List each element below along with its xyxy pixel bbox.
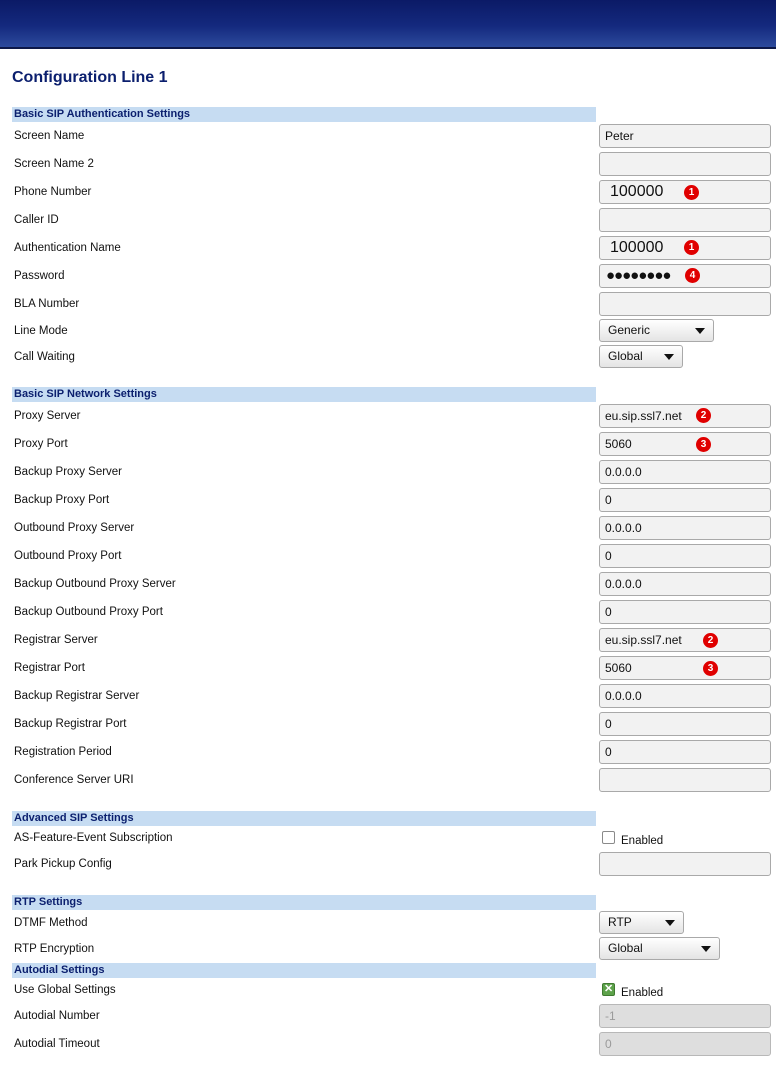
backup-registrar-server-label: Backup Registrar Server (14, 690, 140, 702)
registrar-server-label: Registrar Server (14, 634, 98, 646)
proxy-server-input[interactable]: eu.sip.ssl7.net (599, 404, 771, 428)
proxy-port-input[interactable]: 5060 (599, 432, 771, 456)
autodial-timeout-input[interactable]: 0 (599, 1032, 771, 1056)
rtp-encryption-value: Global (608, 941, 643, 955)
dtmf-method-select[interactable] (599, 911, 684, 934)
section-advanced-sip: Advanced SIP Settings (12, 811, 596, 826)
call-waiting-select[interactable] (599, 345, 683, 368)
auth-name-input[interactable]: 100000 (599, 236, 771, 260)
auth-name-label: Authentication Name (14, 242, 121, 254)
caller-id-label: Caller ID (14, 214, 59, 226)
page-title: Configuration Line 1 (12, 69, 168, 86)
screen-name-2-label: Screen Name 2 (14, 158, 94, 170)
park-pickup-label: Park Pickup Config (14, 858, 112, 870)
caller-id-input[interactable] (599, 208, 771, 232)
outbound-proxy-server-input[interactable]: 0.0.0.0 (599, 516, 771, 540)
use-global-enabled-label: Enabled (621, 987, 664, 999)
callout-badge: 2 (696, 408, 711, 423)
park-pickup-input[interactable] (599, 852, 771, 876)
conference-server-uri-label: Conference Server URI (14, 774, 134, 786)
chevron-down-icon (664, 354, 674, 360)
section-rtp: RTP Settings (12, 895, 596, 910)
phone-number-label: Phone Number (14, 186, 92, 198)
chevron-down-icon (665, 920, 675, 926)
rtp-encryption-label: RTP Encryption (14, 943, 95, 955)
backup-outbound-proxy-server-label: Backup Outbound Proxy Server (14, 578, 176, 590)
outbound-proxy-port-label: Outbound Proxy Port (14, 550, 122, 562)
backup-registrar-port-input[interactable]: 0 (599, 712, 771, 736)
backup-proxy-server-label: Backup Proxy Server (14, 466, 123, 478)
autodial-number-input[interactable]: -1 (599, 1004, 771, 1028)
registration-period-input[interactable]: 0 (599, 740, 771, 764)
backup-registrar-port-label: Backup Registrar Port (14, 718, 127, 730)
proxy-port-label: Proxy Port (14, 438, 68, 450)
as-feature-enabled-label: Enabled (621, 835, 664, 847)
chevron-down-icon (695, 328, 705, 334)
conference-server-uri-input[interactable] (599, 768, 771, 792)
bla-number-input[interactable] (599, 292, 771, 316)
registrar-port-input[interactable]: 5060 (599, 656, 771, 680)
screen-name-input[interactable]: Peter (599, 124, 771, 148)
callout-badge: 3 (703, 661, 718, 676)
dtmf-method-label: DTMF Method (14, 917, 88, 929)
registration-period-label: Registration Period (14, 746, 112, 758)
chevron-down-icon (701, 946, 711, 952)
password-mask: ●●●●●●●● (606, 267, 671, 284)
call-waiting-value: Global (608, 349, 643, 363)
callout-badge: 2 (703, 633, 718, 648)
backup-proxy-server-input[interactable]: 0.0.0.0 (599, 460, 771, 484)
outbound-proxy-server-label: Outbound Proxy Server (14, 522, 135, 534)
as-feature-label: AS-Feature-Event Subscription (14, 832, 173, 844)
backup-proxy-port-label: Backup Proxy Port (14, 494, 110, 506)
registrar-server-input[interactable]: eu.sip.ssl7.net (599, 628, 771, 652)
line-mode-select[interactable] (599, 319, 714, 342)
section-basic-network: Basic SIP Network Settings (12, 387, 596, 402)
callout-badge: 3 (696, 437, 711, 452)
backup-outbound-proxy-port-label: Backup Outbound Proxy Port (14, 606, 163, 618)
outbound-proxy-port-input[interactable]: 0 (599, 544, 771, 568)
autodial-timeout-label: Autodial Timeout (14, 1038, 100, 1050)
use-global-checkbox[interactable] (602, 983, 615, 996)
use-global-label: Use Global Settings (14, 984, 116, 996)
callout-badge: 1 (684, 240, 699, 255)
as-feature-checkbox[interactable] (602, 831, 615, 844)
backup-outbound-proxy-port-input[interactable]: 0 (599, 600, 771, 624)
backup-outbound-proxy-server-input[interactable]: 0.0.0.0 (599, 572, 771, 596)
phone-number-input[interactable]: 100000 (599, 180, 771, 204)
bla-number-label: BLA Number (14, 298, 80, 310)
callout-badge: 1 (684, 185, 699, 200)
backup-proxy-port-input[interactable]: 0 (599, 488, 771, 512)
backup-registrar-server-input[interactable]: 0.0.0.0 (599, 684, 771, 708)
password-label: Password (14, 270, 65, 282)
screen-name-2-input[interactable] (599, 152, 771, 176)
section-autodial: Autodial Settings (12, 963, 596, 978)
registrar-port-label: Registrar Port (14, 662, 85, 674)
autodial-number-label: Autodial Number (14, 1010, 100, 1022)
screen-name-label: Screen Name (14, 130, 85, 142)
call-waiting-label: Call Waiting (14, 351, 75, 363)
top-header-bar (0, 0, 776, 49)
line-mode-label: Line Mode (14, 325, 68, 337)
proxy-server-label: Proxy Server (14, 410, 81, 422)
dtmf-method-value: RTP (608, 915, 632, 929)
check-icon: ✕ (604, 983, 614, 995)
section-basic-auth: Basic SIP Authentication Settings (12, 107, 596, 122)
callout-badge: 4 (685, 268, 700, 283)
rtp-encryption-select[interactable] (599, 937, 720, 960)
line-mode-value: Generic (608, 323, 651, 337)
